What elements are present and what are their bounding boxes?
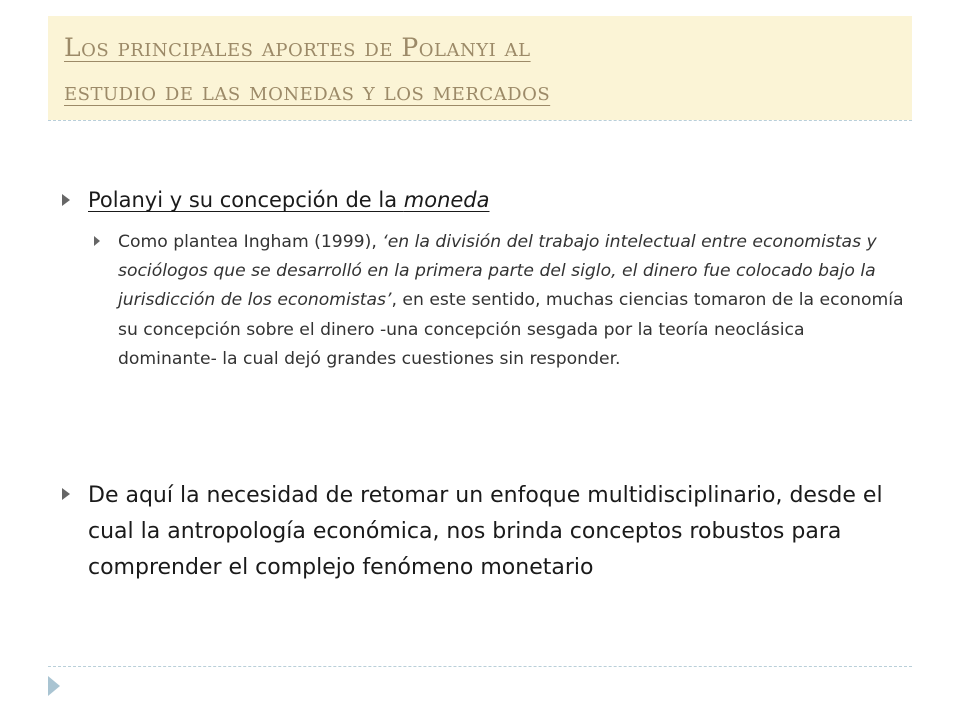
bullet-multidisciplinario-text: De aquí la necesidad de retomar un enfoque multidisciplinario, desde el cual la antropología económica, nos brinda conceptos robustos para comprender el complejo fenómeno monetario [88,483,883,580]
bullet-polanyi-text: Polanyi y su concepción de la [88,188,404,212]
slide-title-line-2: estudio de las monedas y los mercados [64,77,551,106]
sub-bullet-ingham [118,228,908,374]
bullet-arrow-icon [62,194,70,206]
corner-triangle-icon [48,676,60,696]
slide-title-line-1: Los principales aportes de Polanyi al [64,33,531,62]
sub-bullet-rest: , en este sentido, muchas ciencias tomaron de la economía su concepción sobre el dinero -una concepción sesgada por la teoría neoclásica dominante- la cual dejó grandes cuestiones sin responder. [118,290,904,369]
bullet-polanyi-moneda [88,186,490,214]
sub-bullet-arrow-icon [94,236,100,246]
slide-title [64,26,904,114]
title-divider [48,120,912,121]
bullet-multidisciplinario [88,478,908,586]
sub-bullet-quote: ‘en la división del trabajo intelectual entre economistas y sociólogos que se desarrolló en la primera parte del siglo, el dinero fue colocado bajo la jurisdicción de los economistas’ [118,232,877,311]
bullet-polanyi-italic: moneda [403,188,490,212]
footer-divider [48,666,912,667]
bullet-arrow-icon [62,488,70,500]
sub-bullet-lead: Como plantea Ingham (1999), [118,232,383,252]
